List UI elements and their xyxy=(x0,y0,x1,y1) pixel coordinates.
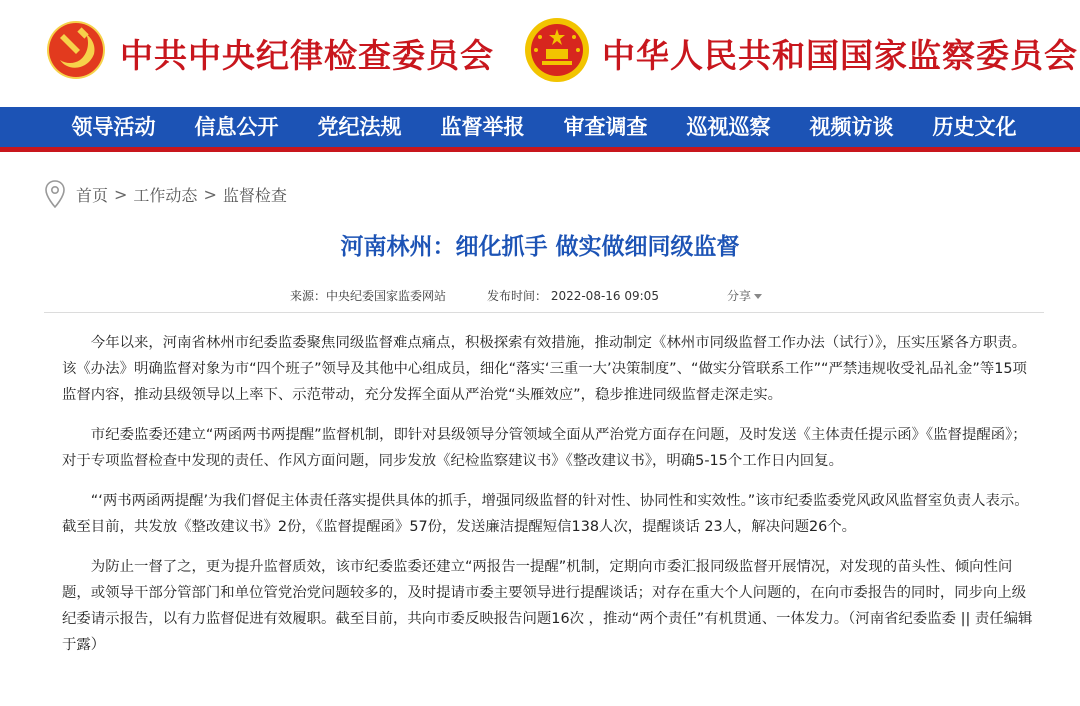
breadcrumb-home[interactable]: 首页 xyxy=(76,185,109,205)
main-nav xyxy=(0,107,1080,152)
national-emblem-icon[interactable] xyxy=(524,17,590,83)
breadcrumb xyxy=(44,178,287,210)
breadcrumb-separator: > xyxy=(114,184,128,204)
nav-item-party-regulations[interactable]: 党纪法规 xyxy=(317,114,402,139)
nav-item-leadership[interactable]: 领导活动 xyxy=(71,114,156,139)
site-header xyxy=(0,0,1080,107)
breadcrumb-supervision[interactable]: 监督检查 xyxy=(222,185,287,205)
breadcrumb-separator: > xyxy=(203,184,217,204)
nav-item-info-disclosure[interactable]: 信息公开 xyxy=(194,114,279,139)
share-label: 分享 xyxy=(727,289,752,303)
nav-item-history-culture[interactable]: 历史文化 xyxy=(932,114,1017,139)
location-pin-icon xyxy=(44,180,66,208)
cpc-ccdi-title[interactable]: 中共中央纪律检查委员会 xyxy=(120,36,494,75)
nav-item-report[interactable]: 监督举报 xyxy=(440,114,525,139)
share-button[interactable] xyxy=(727,287,762,304)
article-paragraph: 市纪委监委还建立“两函两书两提醒”监督机制，即针对县级领导分管领域全面从严治党方面存在问题，及时发送《主体责任提示函》《监督提醒函》；对于专项监督检查中发现的责任、作风方面问题，同步发放《纪检监察建议书》《整改建议书》，明确5-15个工作日内回复。 xyxy=(62,427,1027,469)
article-paragraph: 今年以来，河南省林州市纪委监委聚焦同级监督难点痛点，积极探索有效措施，推动制定《林州市同级监督工作办法（试行）》，压实压紧各方职责。该《办法》明确监督对象为市“四个班子”领导及其他中心组成员，细化“落实‘三重一大’决策制度”、“做实分管联系工作”“严禁违规收受礼品礼金”等15项监督内容，推动县级领导以上率下、示范带动，充分发挥全面从严治党“头雁效应”，稳步推进同级监督走深走实。 xyxy=(62,335,1027,403)
article-meta xyxy=(0,287,1080,305)
article-title: 河南林州：细化抓手 做实做细同级监督 xyxy=(340,234,740,260)
party-emblem-icon[interactable] xyxy=(46,20,106,80)
article-body xyxy=(62,330,1034,672)
chevron-down-icon xyxy=(754,294,762,299)
divider xyxy=(44,312,1044,313)
nav-item-video-interviews[interactable]: 视频访谈 xyxy=(809,114,894,139)
breadcrumb-work-news[interactable]: 工作动态 xyxy=(133,185,198,205)
article-paragraph: “‘两书两函两提醒’为我们督促主体责任落实提供具体的抓手，增强同级监督的针对性、协同性和实效性。”该市纪委监委党风政风监督室负责人表示。截至目前，共发放《整改建议书》2份，《监督提醒函》57份，发送廉洁提醒短信138人次，提醒谈话 23人，解决问题26个。 xyxy=(62,493,1029,535)
article-publish-time: 发布时间： 2022-08-16 09:05 xyxy=(487,289,659,303)
nav-item-investigation[interactable]: 审查调查 xyxy=(563,114,648,139)
nav-item-inspection[interactable]: 巡视巡察 xyxy=(686,114,771,139)
article-source: 来源：中央纪委国家监委网站 xyxy=(290,289,447,303)
nsc-title[interactable]: 中华人民共和国国家监察委员会 xyxy=(602,36,1078,75)
article-paragraph: 为防止一督了之，更为提升监督质效，该市纪委监委还建立“两报告一提醒”机制，定期向市委汇报同级监督开展情况，对发现的苗头性、倾向性问题，或领导干部分管部门和单位管党治党问题较多的，及时提请市委主要领导进行提醒谈话；对存在重大个人问题的，在向市委报告的同时，同步向上级纪委请示报告，以有力监督促进有效履职。截至目前，共向市委反映报告问题16次 ，推动“两个责任”有机贯通、一体发力。（河南省纪委监委 || 责任编辑 于露） xyxy=(62,559,1033,653)
